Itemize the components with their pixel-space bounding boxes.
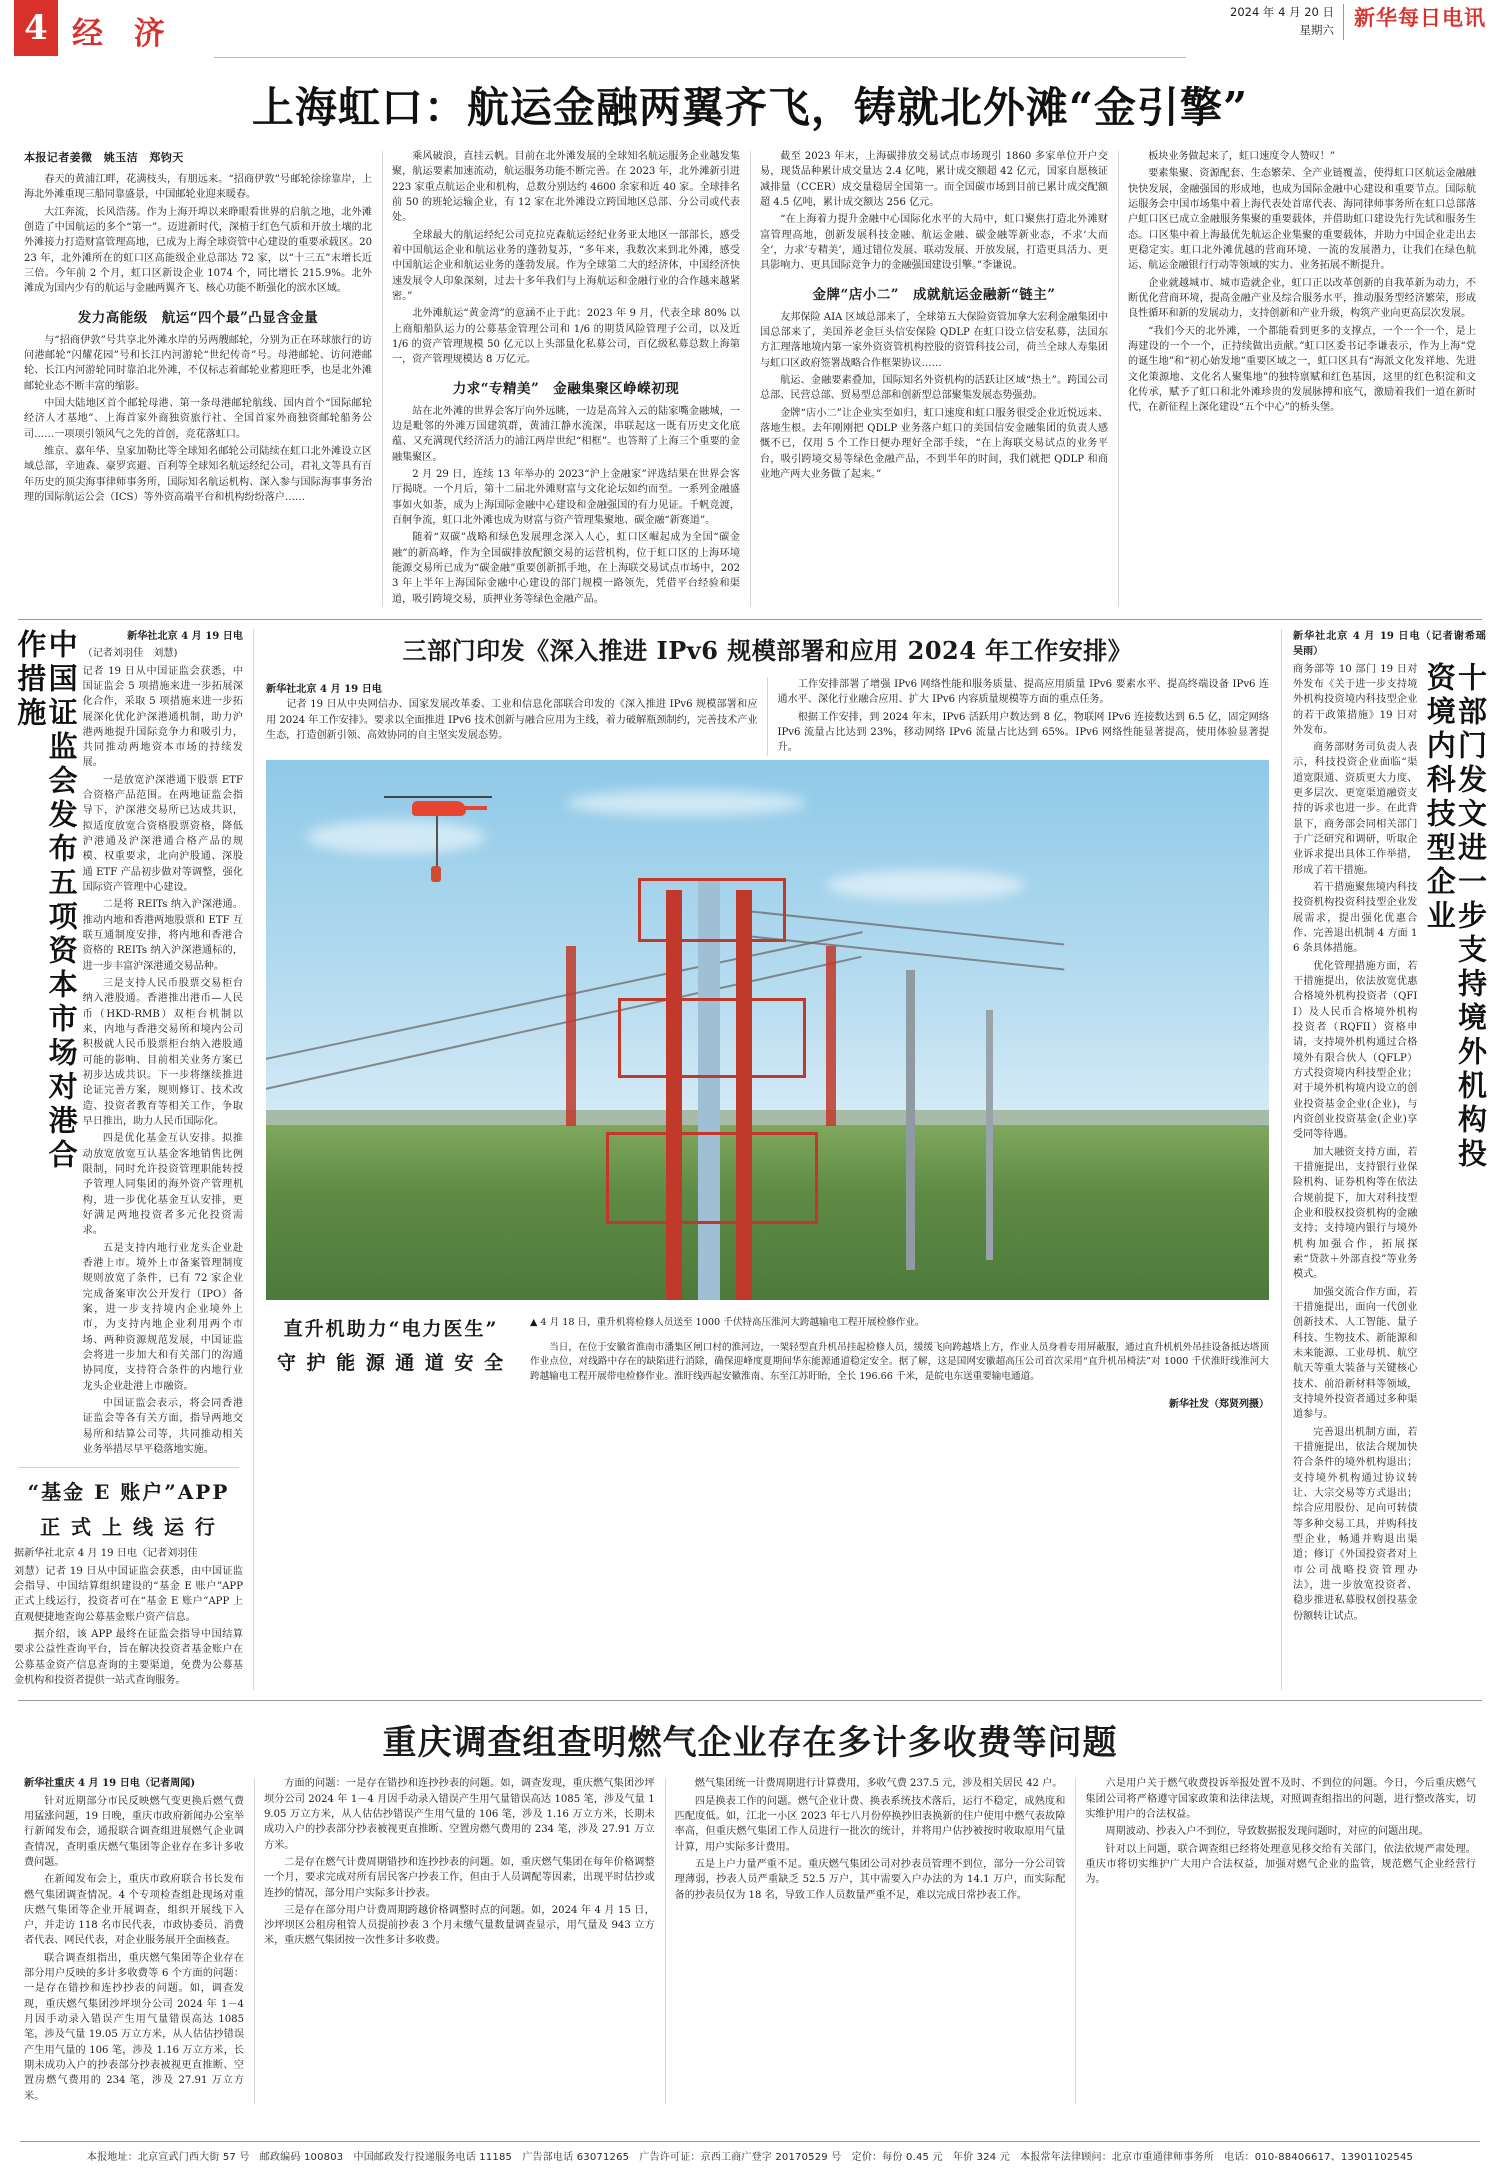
paragraph: 一是放宽沪深港通下股票 ETF 合资格产品范围。在两地证监会指导下，沪深港交易所已达成共识，拟适度放宽合资格股票资格，降低沪港通及沪深港通合格产品的规模、权重要求，北向沪股通、深股通 ETF 产品初步做对等调整，强化国际资产管理中心建设。: [82, 774, 243, 894]
paragraph: 在新闻发布会上，重庆市政府联合书长发布燃气集团调查情况。4 个专项检查组赴现场对重庆燃气集团等企业开展调查，组织开展线下入户，并走访 118 名市民代表，市政协委员、消费者代表、网民代表，对企业服务展开全面核查。: [24, 1874, 244, 1947]
chongqing-article-body: [14, 1776, 1486, 2106]
photo-caption-title-line1: 直升机助力“电力医生”: [283, 1317, 499, 1340]
middle-zone: [13, 628, 1497, 1690]
paragraph: 与“招商伊敦”号共享北外滩水岸的另两艘邮轮，分别为正在环球旅行的访问港邮轮“闪耀花园”号和长江内河游轮“世纪传奇”号。母港邮轮、访问港邮轮、长江内河游轮同时靠泊北外滩，不仅标志着邮轮业蓄迎旺季，也是北外滩邮轮业态不断丰富的缩影。: [24, 334, 372, 392]
dateline: 新华社重庆 4 月 19 日电（记者周闻): [24, 1778, 196, 1790]
paragraph: 方面的问题：一是存在错抄和连抄抄表的问题。如，调查发现，重庆燃气集团沙坪坝分公司 2024 年 1－4 月因手动录入错误产生用气量错误高达 1085 笔，涉及气量 19.05 万立方米，从人估估抄错误产生用气量的 106 笔，涉及 1.16 万立方米，长期未成功入户的抄表部分抄表被视更直推断、空置房燃气费用的 234 笔，涉及 27.91 万立方米。: [264, 1778, 655, 1851]
paragraph: 维京、嘉年华、皇家加勒比等全球知名邮轮公司陆续在虹口北外滩设立区域总部，辛迪森、豪罗宾避、百利等全球知名航运经纪公司，君礼文等具有百年历史的顶尖海事律师事务所，国际知名航运机构、深入参与国际海事事务治理的国际航运公会（ICS）等外资高端平台和机构纷纷落户……: [24, 445, 372, 503]
photo-cloud: [566, 790, 806, 816]
lead-column-3: [750, 149, 1118, 609]
paragraph: “我们今天的北外滩，一个都能看到更多的支撑点，一个一个一个，是上海建设的一个一个，正持续做出贡献。”虹口区委书记李谦表示，作为上海“党的诞生地”和“初心始发地”重要区域之一，虹口区具有“海派文化发祥地、先进文化策源地、文化名人聚集地”的独特禀赋和红色基因，这里的红色积淀和文化传承，赋予了虹口和北外滩珍贵的发展脉搏和底气，激励着我们一道在新时代，在新征程上深化建设“五个中心”的桥头堡。: [1128, 325, 1476, 414]
paragraph: 针对以上问题，联合调查组已经将处理意见移交给有关部门，依法依规严肃处理。重庆市将切实维护广大用户合法权益，加强对燃气企业的监管，规范燃气企业经营行为。: [1085, 1843, 1477, 1886]
lineman-worker: [431, 866, 441, 882]
page-number-badge: 4: [14, 0, 58, 56]
tower-crossarm-top: [638, 878, 786, 942]
lead-column-1: [14, 149, 382, 609]
paragraph: 企业就越城市、城市造就企业，虹口正以改革创新的自我革新为动力，不断优化营商环境，提高金融产业及综合服务水平，推动服务型经济繁荣，形成良性循环和新的发展动力，支持创新和产业升级，构筑产业向更高层次发展。: [1128, 277, 1476, 320]
date-block: [1230, 4, 1344, 40]
paragraph: 商务部等 10 部门 19 日对外发布《关于进一步支持境外机构投资境内科技型企业的若干政策措施》19 日对外发布。: [1293, 663, 1418, 736]
paragraph: 截至 2023 年末，上海碳排放交易试点市场现引 1860 多家单位开户交易，现货品种累计成交量达 2.4 亿吨，累计成交额超 42 亿元，国家自愿核证减排量（CCER）成交量稳居全国第一。而全国碳市场到目前已累计成交配额超 4.5 亿吨，累计成交额达 256 亿元。: [760, 151, 1108, 208]
reporters: （记者刘羽佳 刘慧): [82, 648, 178, 660]
paragraph: 完善退出机制方面，若干措施提出，依法合规加快符合条件的境外机构退出；支持境外机构通过协议转让、大宗交易等方式退出；综合应用股份、足向可转债等多种交易工具，并购科技型企业，畅通并购退出渠道；修订《外国投资者对上市公司战略投资管理办法》，进一步放宽投资者、稳步推进私募股权创投基金份额转让试点。: [1293, 1426, 1418, 1622]
paragraph: 二是将 REITs 纳入沪深港通。推动内地和香港两地股票和 ETF 互联互通制度安排，将内地和香港合资格的 REITs 纳入沪深港通标的，进一步丰富沪深港通交易品种。: [82, 899, 243, 972]
byline: 本报记者姜微 姚玉洁 郑钧天: [24, 151, 184, 164]
mofcom-vertical-headline: 十部门发文进一步支持境外机构投资境内科技型企业: [1422, 661, 1488, 1172]
paragraph: 三是支持人民币股票交易柜台纳入港股通。香港推出港币—人民币（HKD-RMB）双柜台机制以来，内地与香港交易所和境内公司积极就人民币股票柜台纳入港股通可能的影响、目前相关业务方案已初步达成共识。下一步将继续推进论证完善方案，规则修订、技术改造、投资者教育等相关工作，争取早日推出，助力人民币国际化。: [82, 978, 243, 1128]
subheading: 发力高能级 航运“四个最”凸显含金量: [77, 309, 319, 326]
paragraph: 加大融资支持方面，若干措施提出，支持银行业保险机构、证券机构等在依法合规前提下，加大对科技型企业和股权投资机构的金融支持；支持境内银行与境外机构加强合作，拓展探索“贷款＋外部直投”等业务模式。: [1293, 1146, 1418, 1281]
paragraph: 五是上户力量严重不足。重庆燃气集团公司对抄表员管理不到位，部分一分公司管理薄弱，抄表人员严重缺乏 52.5 万户，其中需要入户办法的为 14.1 万户，而实际配备的抄表员仅为 18 名，导致工作人员数量严重不足，难以完成日常抄表工作。: [674, 1858, 1066, 1901]
photo-caption-lead: ▲ 4 月 18 日，重升机将检修人员送至 1000 千伏特高压淮河大跨越输电工程开展检修作业。: [530, 1317, 925, 1329]
footer-imprint: 本报地址：北京宣武门西大街 57 号 邮政编码 100803 中国邮政发行投递服务电话 11185 广告部电话 63071265 广告许可证：京西工商广登字 20170529 号 定价：每份 0.45 元 年价 324 元 本报常年法律顾问：北京市重通律师事务所 电话：010-88406617、13901102545: [86, 2152, 1414, 2163]
chongqing-column-2: [254, 1776, 665, 2106]
news-photo: [266, 760, 1269, 1300]
transmission-tower-leg: [736, 890, 752, 1300]
ipv6-headline: 三部门印发《深入推进 IPv6 规模部署和应用 2024 年工作安排》: [402, 635, 1133, 665]
dateline: 据新华社北京 4 月 19 日电（记者刘羽佳: [14, 1548, 198, 1560]
issue-date: 2024 年 4 月 20 日: [1230, 5, 1334, 19]
ipv6-body: [266, 677, 1269, 756]
paragraph: 春天的黄浦江畔，花满枝头，有朋远来。“招商伊敦”号邮轮徐徐靠岸，上海北外滩重现三船同靠盛景，中国邮轮业迎来暖春。: [24, 174, 372, 201]
paragraph: 记者 19 日从中央网信办、国家发展改革委、工业和信息化部联合印发的《深入推进 IPv6 规模部署和应用 2024 年工作安排》。要求以全面推进 IPv6 技术创新与融合应用为主线，着力破解瓶颈制约，完善技术产业生态，打造创新引领、高效协同的自主坚实发展态势。: [266, 699, 758, 741]
page-footer: [0, 2141, 1500, 2163]
chongqing-column-4: [1075, 1776, 1486, 2106]
center-zone: [254, 629, 1281, 1690]
fund-app-title: [14, 1476, 243, 1540]
lead-article-body: [14, 149, 1486, 609]
mofcom-article: [1281, 629, 1497, 1690]
paragraph: 针对近期部分市民反映燃气变更换后燃气费用猛涨问题，19 日晚，重庆市政府新闻办公室举行新闻发布会，通报联合调查组进展燃气企业调查情况，查明重庆燃气集团等企业存在多计多收费问题。: [24, 1795, 244, 1868]
paragraph: 大江奔流，长风浩荡。作为上海开埠以来睁眼看世界的启航之地，北外滩创造了中国航运的多个“第一”。迈进新时代，深植于红色气质和开放土壤的北外滩接力打造财富管理高地，已成为上海全球资管中心建设的重要承载区。2023 年，北外滩所在的虹口区高能级企业总部达 72 家，以“十三五”末增长近三倍。今年前 2 个月，虹口区新设企业 1074 个，同比增长 215.9%。北外滩成为国内少有的航运与金融两翼齐飞、核心功能不断强化的滨水区域。: [24, 206, 372, 295]
newspaper-logo: 新华每日电讯: [1354, 5, 1486, 30]
section-divider: [18, 1700, 1482, 1701]
lead-column-4: [1118, 149, 1486, 609]
paragraph: 三是存在部分用户计费周期跨越价格调整时点的问题。如，2024 年 4 月 15 日，沙坪坝区公租房租管人员提前抄表 3 个月未缴气量数量调查显示，用气量及 943 立方米，重庆燃气集团按一次性多计多收费。: [264, 1904, 655, 1947]
photo-caption-text: [530, 1307, 1269, 1410]
paragraph: 金牌“店小二”让企业实至如归，虹口速度和虹口服务很受企业近悦远来、落地生根。去年刚刚把 QDLP 业务落户虹口的美国信安金融集团的负责人感慨不已，仅用 5 个工作日便办理好全部手续，“在上海联交易试点的业务平台，吸引跨境交易等绿色金融产品，不到半年的时间，我们就把 QDLP 和商业地产两大业务做了起来。”: [760, 407, 1108, 480]
paragraph: “在上海着力提升金融中心国际化水平的大局中，虹口聚焦打造北外滩财富管理高地，创新发展科技金融、航运金融、碳金融等新业态，不求‘大而全’，力求‘专精美’，通过错位发展、联动发展、开放发展，打造更具活力、更具影响力、更具国际竞争力的金融强国建设引擎。”李谦说。: [760, 214, 1108, 272]
paragraph: 据介绍，该 APP 最终在证监会指导中国结算要求公益性查询平台，旨在解决投资者基金账户在公募基金资产信息查询的主要渠道，免费为公募基金机构和投资者提供一站式查询服务。: [14, 1628, 243, 1686]
transmission-tower-leg: [666, 890, 682, 1300]
subheading: 力求“专精美” 金融集聚区峥嵘初现: [452, 380, 680, 397]
paragraph: 周期波动、抄表入户不到位，导致数据报发现问题时，对应的问题出现。: [1105, 1826, 1429, 1838]
csrc-vertical-layout: [14, 629, 243, 1459]
masthead-divider: [214, 57, 1186, 58]
paragraph: 乘风破浪，直挂云帆。目前在北外滩发展的全球知名航运服务企业越发集聚，航运要素加速流动，航运服务功能不断完善。在 2023 年，北外滩新引进 223 家重点航运企业和机构，总数分别达约 4600 余家和近 40 家。全球排名前 50 的班轮运输企业，有 12 家在北外滩设立跨国地区总部、分公司或代表处。: [392, 151, 740, 224]
paragraph: 航运、金融要素叠加，国际知名外资机构的活跃让区域“热土”。跨国公司总部、民营总部、贸易型总部和创新型总部聚集发展态势强劲。: [760, 374, 1108, 402]
paragraph: 六是用户关于燃气收费投诉举报处置不及时、不到位的问题。今日，今后重庆燃气集团公司将严格遵守国家政策和法律法规，对照调查组指出的问题，进行整改落实，切实维护用户的合法权益。: [1085, 1778, 1477, 1820]
distant-tower: [986, 1010, 993, 1260]
lead-headline: 上海虹口：航运金融两翼齐飞，铸就北外滩“金引擎”: [251, 83, 1249, 132]
dateline: 新华社北京 4 月 19 日电（记者谢希瑶 吴雨）: [1293, 630, 1497, 658]
paragraph: 2 月 29 日，连续 13 年举办的 2023“沪上金融家”评选结果在世界会客厅揭晓。一个月后，第十二届北外滩财富与文化论坛如约而至。一系列金融盛事如火如荼，成为上海国际金融中心建设和金融强国的有力见证。千帆竞渡，百舸争流，虹口北外滩也成为财富与资产管理集聚地、碳金融“新赛道”。: [392, 468, 740, 526]
paragraph: 板块业务做起来了，虹口速度令人赞叹！”: [1148, 151, 1336, 162]
masthead-right: [1230, 0, 1486, 40]
helicopter-rotor: [384, 796, 492, 798]
paragraph: 工作安排部署了增强 IPv6 网络性能和服务质量、提高应用质量 IPv6 要素水平、提高终端设备 IPv6 连通水平、深化行业融合应用、扩大 IPv6 内容质量规模等方面的重点任务。: [777, 678, 1269, 706]
paragraph: 北外滩航运“黄金湾”的意涵不止于此：2023 年 9 月，代表全球 80% 以上商船船队运力的公募基金管理公司和 1/6 的期货风险管理子公司，以及近 1/6 的资产管理规模 50 亿元以上头部量化私募公司，百亿级私募总数上海第一，资产管理规模达 8 万亿元。: [392, 308, 740, 366]
paragraph: 联合调查组指出，重庆燃气集团等企业存在部分用户反映的多计多收费等 6 个方面的问题：一是存在错抄和连抄抄表的问题。如，调查发现，重庆燃气集团沙坪坝分公司 2024 年 1－4 月因手动录入错误产生用气量错误高达 1085 笔，涉及气量 19.05 万立方米，从人估估抄错误产生用气量的 106 笔，涉及 1.16 万立方米，长期未成功入户的抄表部分抄表被视更直推断、空置房燃气费用的 234 笔，涉及 27.91 万立方米。: [24, 1952, 244, 2102]
paragraph: 全球最大的航运经纪公司克拉克森航运经纪业务亚太地区一部部长，感受着中国航运企业和航运业务的蓬勃复苏，“多年来，我数次来到北外滩，感受中国航运企业和航运业务的蓬勃发展。作为全球第二大的经济体，中国经济快速发展令人印象深刻，过去十多年我们与上海航运和金融行业的合作越来越紧密。”: [392, 229, 740, 302]
paragraph: 站在北外滩的世界会客厅向外远眺，一边是高耸入云的陆家嘴金融城，一边是毗邻的外滩万国建筑群，黄浦江静水流深，串联起这一既有历史文化底蕴、又充满现代经济活力的浦江两岸世纪“相框”。也答辩了上海三个重要的金融集聚区。: [392, 405, 740, 463]
photo-caption-row: [266, 1307, 1269, 1410]
paragraph: 要素集聚、资源配套、生态繁荣、全产业链覆盖，使得虹口区航运金融融快快发展，金融强国的形成地，也成为国际金融中心建设和重要节点。国际航运服务会中国市场集中着上海代表处首席代表、海同律师事务所在虹口总部落户虹口区已成立金融服务集聚的重要载体，并借助虹口建设先行先试和服务生态。口区集中着上海最优先航运企业集聚的重要载体，并助力中国企业走出去更稳定实。虹口北外滩优越的营商环境、一流的发展潜力，让我们在绿色航运、航运金融银行行动等领域的实力、业务拓展不断提升。: [1128, 168, 1476, 272]
photo-caption-title-line2: 守 护 能 源 通 道 安 全: [276, 1351, 506, 1374]
article-divider: [18, 1467, 239, 1468]
paragraph: 友邦保险 AIA 区域总部来了，全球第五大保险资管加拿大宏利金融集团中国总部来了，美国养老金巨头信安保险 QDLP 在虹口设立信安私募，法国东方汇理落地境内第一家外资资管机构控股的资管科技公司，荷兰全球人寿集团与虹口区政府签署战略合作框架协议……: [760, 311, 1108, 369]
helicopter-tail: [461, 806, 487, 810]
csrc-vertical-headline: 中国证监会发布五项资本市场对港合作措施: [13, 628, 79, 1173]
paragraph: 燃气集团统一计费周期进行计算费用，多收气费 237.5 元，涉及相关居民 42 户。: [694, 1778, 1063, 1790]
paragraph: 记者 19 日从中国证监会获悉，中国证监会 5 项措施来进一步拓展深化合作，采取 5 项措施来进一步拓展深化优化沪深港通机制，助力沪港两地提升国际竞争力和吸引力，共同推动两地资本市场的持续发展。: [82, 665, 243, 769]
csrc-text: [83, 629, 243, 1459]
issue-weekday: 星期六: [1299, 22, 1334, 37]
paragraph: 优化管理措施方面，若干措施提出，依法放宽优惠合格境外机构投资者（QFII）及人民币合格境外机构投资者（RQFII）资格申请，支持境外机构通过合格境外有限合伙人（QFLP）方式投资境内科技型企业；对于境外机构境内设立的创业投资基金企业(企业)，与内资创业投资基金(企业)享受同等待遇。: [1293, 960, 1418, 1141]
dateline: 新华社北京 4 月 19 日电: [266, 683, 382, 695]
photo-caption-body: 当日，在位于安徽省淮南市潘集区闸口村的淮河边，一架轻型直升机吊挂起检修人员，缓缓飞向跨越塔上方，作业人员身着专用屏蔽服，通过直升机机外吊挂设备抵达塔顶作业点位，对线路中存在的缺陷进行消除，确保迎峰度夏期间华东能源通道稳定安全。据了解，这是国网安徽超高压公司首次采用“直升机吊椅法”对 1000 千伏淮盱线淮河大跨越输电工程开展带电检修作业。淮盱线西起安徽淮南、东至江苏盱眙，全长 196.66 千米，是皖电东送重要输电通道。: [530, 1341, 1269, 1383]
fund-app-title-line2: 正 式 上 线 运 行: [40, 1515, 217, 1540]
paragraph: 四是换表工作的问题。燃气企业计费、换表系统技术落后，运行不稳定，成熟度和匹配度低。如，江北一小区 2023 年七八月份停换抄旧表换新的住户使用中燃气表故障率高，但重庆燃气集团工作人员进行一批次的统计，并将用户估抄被按时收取原用气量计算，用户实际多计费用。: [674, 1795, 1066, 1853]
paragraph: 随着“双碳”战略和绿色发展理念深入人心，虹口区崛起成为全国“碳金融”的新高峰，作为全国碳排放配额交易的运营机构，位于虹口区的上海环境能源交易所已成为“碳金融”重要创新抓手地，在上海联交易试点市场中，2023 年上半年上海国际金融中心建设的部门规模一路领先，凭借平台经验和渠道，吸引跨境交易，质押业务等绿色金融产品。: [392, 532, 740, 605]
photo-caption-title: [266, 1307, 516, 1382]
lead-column-2: [382, 149, 750, 609]
footer-divider: [20, 2141, 1480, 2142]
mofcom-text: [1293, 662, 1417, 1626]
paragraph: 刘慧）记者 19 日从中国证监会获悉，由中国证监会指导、中国结算组织建设的“基金 E 账户”APP 正式上线运行，投资者可在“基金 E 账户”APP 上直观便捷地查询公募基金账户资产信息。: [14, 1565, 243, 1623]
paragraph: 二是存在燃气计费周期错抄和连抄抄表的问题。如，重庆燃气集团在每年价格调整一个月，要求完成对所有居民客户抄表工作，但由于人员调配等因素，出现平时估抄或连抄的情况，部分用户实际多计抄表。: [264, 1856, 655, 1899]
fund-app-title-line1: “基金 E 账户”APP: [27, 1480, 230, 1505]
tower-crossarm-mid: [618, 998, 806, 1078]
masthead: [14, 0, 1486, 58]
paragraph: 商务部财务司负责人表示，科技投资企业面临“渠道宽限通、资质更大力度、更多层次、更宽渠道融资支持的诉求也进一步。在此背景下，商务部会同相关部门于广泛研究和调研，听取企业诉求提出具体工作举措，形成了若干措施。: [1293, 742, 1418, 876]
chongqing-column-3: [665, 1776, 1076, 2106]
helicopter-hoist-line: [436, 816, 438, 868]
paragraph: 中国大陆地区首个邮轮母港、第一条母港邮轮航线、国内首个“国际邮轮经济人才基地”、上海首家外商独资旅行社、全国首家外商独资邮轮船务公司……一项项引领风气之先的首创，竞花落虹口。: [24, 397, 372, 440]
mofcom-vertical-layout: [1293, 662, 1486, 1626]
photo-credit: 新华社发（郑贤列摄）: [1169, 1398, 1269, 1410]
section-divider: [18, 619, 1482, 620]
chongqing-column-1: [14, 1776, 254, 2106]
chongqing-headline: 重庆调查组查明燃气企业存在多计多收费等问题: [382, 1723, 1118, 1764]
csrc-article: [14, 629, 254, 1690]
paragraph: 若干措施聚焦境内科技投资机构投资科技型企业发展需求，提出强化优惠合作、完善退出机制 4 方面 16 条具体措施。: [1293, 882, 1418, 955]
photo-cloud: [306, 820, 486, 854]
paragraph: 根据工作安排，到 2024 年末，IPv6 活跃用户数达到 8 亿，物联网 IPv6 连接数达到 6.5 亿，固定网络 IPv6 流量占比达到 23%，移动网络 IPv6 流量占比达到 65%。IPv6 网络性能显著提高，使用体验显著提升。: [777, 711, 1269, 754]
tower-secondary-leg: [826, 946, 836, 1126]
helicopter-body: [412, 801, 466, 816]
tower-crossarm-low: [606, 1132, 818, 1224]
dateline: 新华社北京 4 月 19 日电: [127, 630, 243, 642]
paragraph: 四是优化基金互认安排。拟推动放宽放宽互认基金客地销售比例限制，同时允许投资管理职能转授予管理人同集团的海外资产管理机构，进一步优化基金互认安排，更好满足两地投资者多元化投资需求。: [82, 1133, 243, 1237]
photo-cloud: [826, 870, 1026, 900]
paragraph: 五是支持内地行业龙头企业赴香港上市。境外上市备案管理制度规则放宽了条件，已有 72 家企业完成备案审次公开发行（IPO）备案，进一步支持境内企业境外上市，为支持内地企业利用两个市场、两种资源规范发展，中国证监会将进一步加大和有关部门的沟通协同度，支持符合条件的内地行业龙头企业赴港上市融资。: [82, 1242, 243, 1392]
subheading: 金牌“店小二” 成就航运金融新“链主”: [812, 286, 1056, 303]
distant-tower: [906, 970, 915, 1270]
paragraph: 加强交流合作方面，若干措施提出，面向一代创业创新技术、人工智能、量子科技、生物技术、新能源和未来能源、工业母机、航空航天等重大装备与关键核心技术、前沿新材料等领域，支持境外投资者通过多种渠道参与。: [1293, 1286, 1418, 1421]
section-title: 经 济: [72, 16, 175, 52]
paragraph: 中国证监会表示，将会同香港证监会等各有关方面，指导两地交易所和结算公司等，共同推动相关业务举措尽早平稳落地实施。: [82, 1397, 243, 1455]
tower-secondary-leg: [566, 946, 576, 1126]
